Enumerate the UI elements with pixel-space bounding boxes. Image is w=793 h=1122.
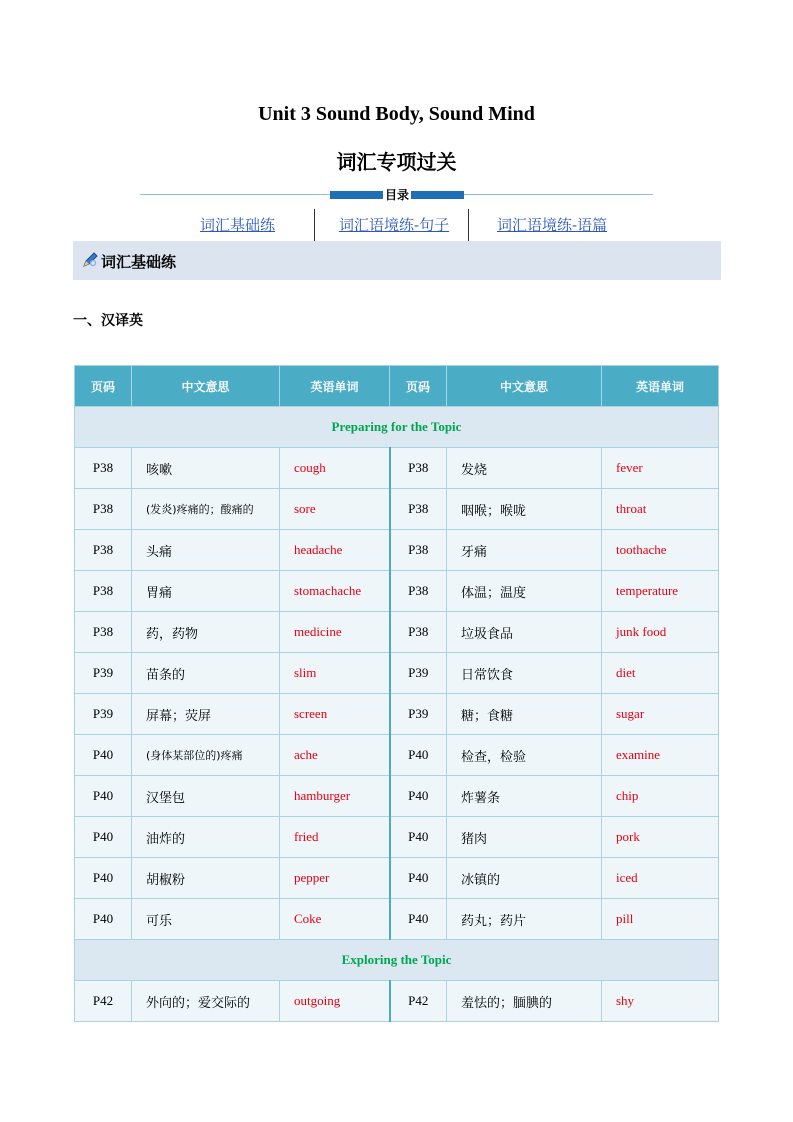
toc-label: 目录 (384, 188, 409, 202)
table-row (75, 489, 719, 530)
english-word-cell: shy (602, 981, 719, 1022)
column-header: 中文意思 (132, 366, 280, 407)
toc-link-basic[interactable]: 词汇基础练 (200, 216, 276, 234)
chinese-meaning-cell: 外向的；爱交际的 (132, 981, 280, 1022)
english-word-cell: pepper (280, 858, 390, 899)
chinese-meaning-cell: 猪肉 (447, 817, 602, 858)
page-cell: P40 (75, 817, 132, 858)
chinese-meaning-cell: 可乐 (132, 899, 280, 940)
page-cell: P40 (390, 776, 447, 817)
page-cell: P38 (75, 612, 132, 653)
column-header: 英语单词 (280, 366, 390, 407)
page-cell: P40 (390, 735, 447, 776)
section-title: 词汇基础练 (101, 253, 177, 271)
chinese-meaning-cell: 冰镇的 (447, 858, 602, 899)
page-cell: P40 (390, 858, 447, 899)
english-word-cell: fried (280, 817, 390, 858)
english-word-cell: examine (602, 735, 719, 776)
page-cell: P38 (75, 448, 132, 489)
english-word-cell: pork (602, 817, 719, 858)
page-cell: P39 (75, 653, 132, 694)
toc-link-passage[interactable]: 词汇语境练-语篇 (497, 216, 608, 234)
chinese-meaning-cell: 羞怯的；腼腆的 (447, 981, 602, 1022)
chinese-meaning-cell: 胡椒粉 (132, 858, 280, 899)
page-cell: P38 (75, 489, 132, 530)
table-row (75, 817, 719, 858)
english-word-cell: hamburger (280, 776, 390, 817)
document-title: Unit 3 Sound Body, Sound Mind (258, 103, 535, 125)
chinese-meaning-cell: 日常饮食 (447, 653, 602, 694)
page-cell: P40 (75, 899, 132, 940)
english-word-cell: chip (602, 776, 719, 817)
toc-link-sentence[interactable]: 词汇语境练-句子 (339, 216, 450, 234)
toc-bar-left (330, 191, 383, 199)
chinese-meaning-cell: 苗条的 (132, 653, 280, 694)
english-word-cell: junk food (602, 612, 719, 653)
section-header (73, 241, 721, 280)
english-word-cell: stomachache (280, 571, 390, 612)
page-cell: P40 (390, 817, 447, 858)
chinese-meaning-cell: (发炎)疼痛的；酸痛的 (132, 489, 280, 530)
table-body (75, 407, 719, 1022)
english-word-cell: cough (280, 448, 390, 489)
group-title: Exploring the Topic (75, 940, 719, 981)
page-cell: P38 (390, 571, 447, 612)
page-cell: P40 (75, 776, 132, 817)
table-row (75, 530, 719, 571)
table-row (75, 571, 719, 612)
table-row (75, 448, 719, 489)
english-word-cell: screen (280, 694, 390, 735)
english-word-cell: pill (602, 899, 719, 940)
english-word-cell: medicine (280, 612, 390, 653)
page-cell: P39 (75, 694, 132, 735)
chinese-meaning-cell: 汉堡包 (132, 776, 280, 817)
column-header: 页码 (75, 366, 132, 407)
column-header: 中文意思 (447, 366, 602, 407)
table-row (75, 694, 719, 735)
chinese-meaning-cell: 牙痛 (447, 530, 602, 571)
english-word-cell: headache (280, 530, 390, 571)
column-header: 英语单词 (602, 366, 719, 407)
english-word-cell: toothache (602, 530, 719, 571)
chinese-meaning-cell: 发烧 (447, 448, 602, 489)
table-row (75, 776, 719, 817)
chinese-meaning-cell: 炸薯条 (447, 776, 602, 817)
page-cell: P38 (390, 489, 447, 530)
english-word-cell: diet (602, 653, 719, 694)
page-cell: P40 (75, 735, 132, 776)
table-row (75, 653, 719, 694)
english-word-cell: slim (280, 653, 390, 694)
part-heading: 一、汉译英 (73, 313, 143, 329)
page-cell: P38 (390, 530, 447, 571)
english-word-cell: sugar (602, 694, 719, 735)
table-header-row (75, 366, 719, 407)
english-word-cell: ache (280, 735, 390, 776)
toc-bar-right (411, 191, 464, 199)
page-cell: P39 (390, 694, 447, 735)
english-word-cell: sore (280, 489, 390, 530)
table-row (75, 858, 719, 899)
chinese-meaning-cell: 咽喉；喉咙 (447, 489, 602, 530)
chinese-meaning-cell: 检查，检验 (447, 735, 602, 776)
chinese-meaning-cell: 药，药物 (132, 612, 280, 653)
english-word-cell: throat (602, 489, 719, 530)
page-cell: P38 (75, 571, 132, 612)
english-word-cell: iced (602, 858, 719, 899)
page-cell: P42 (390, 981, 447, 1022)
page-cell: P40 (390, 899, 447, 940)
toc-separator (468, 209, 469, 241)
group-row (75, 940, 719, 981)
chinese-meaning-cell: 屏幕；荧屏 (132, 694, 280, 735)
page-cell: P39 (390, 653, 447, 694)
page-cell: P40 (75, 858, 132, 899)
chinese-meaning-cell: 体温；温度 (447, 571, 602, 612)
group-row (75, 407, 719, 448)
chinese-meaning-cell: 咳嗽 (132, 448, 280, 489)
column-header: 页码 (390, 366, 447, 407)
group-title: Preparing for the Topic (75, 407, 719, 448)
page-cell: P38 (75, 530, 132, 571)
chinese-meaning-cell: 胃痛 (132, 571, 280, 612)
pencil-icon (81, 251, 99, 274)
page-cell: P38 (390, 612, 447, 653)
page-cell: P38 (390, 448, 447, 489)
table-row (75, 612, 719, 653)
chinese-meaning-cell: 头痛 (132, 530, 280, 571)
english-word-cell: fever (602, 448, 719, 489)
english-word-cell: outgoing (280, 981, 390, 1022)
table-row (75, 735, 719, 776)
chinese-meaning-cell: 药丸；药片 (447, 899, 602, 940)
table-row (75, 899, 719, 940)
chinese-meaning-cell: 垃圾食品 (447, 612, 602, 653)
chinese-meaning-cell: 油炸的 (132, 817, 280, 858)
table-row (75, 981, 719, 1022)
chinese-meaning-cell: 糖；食糖 (447, 694, 602, 735)
english-word-cell: Coke (280, 899, 390, 940)
document-subtitle: 词汇专项过关 (336, 150, 457, 174)
english-word-cell: temperature (602, 571, 719, 612)
chinese-meaning-cell: (身体某部位的)疼痛 (132, 735, 280, 776)
vocabulary-table (74, 365, 719, 1022)
page-cell: P42 (75, 981, 132, 1022)
toc-separator (314, 209, 315, 241)
